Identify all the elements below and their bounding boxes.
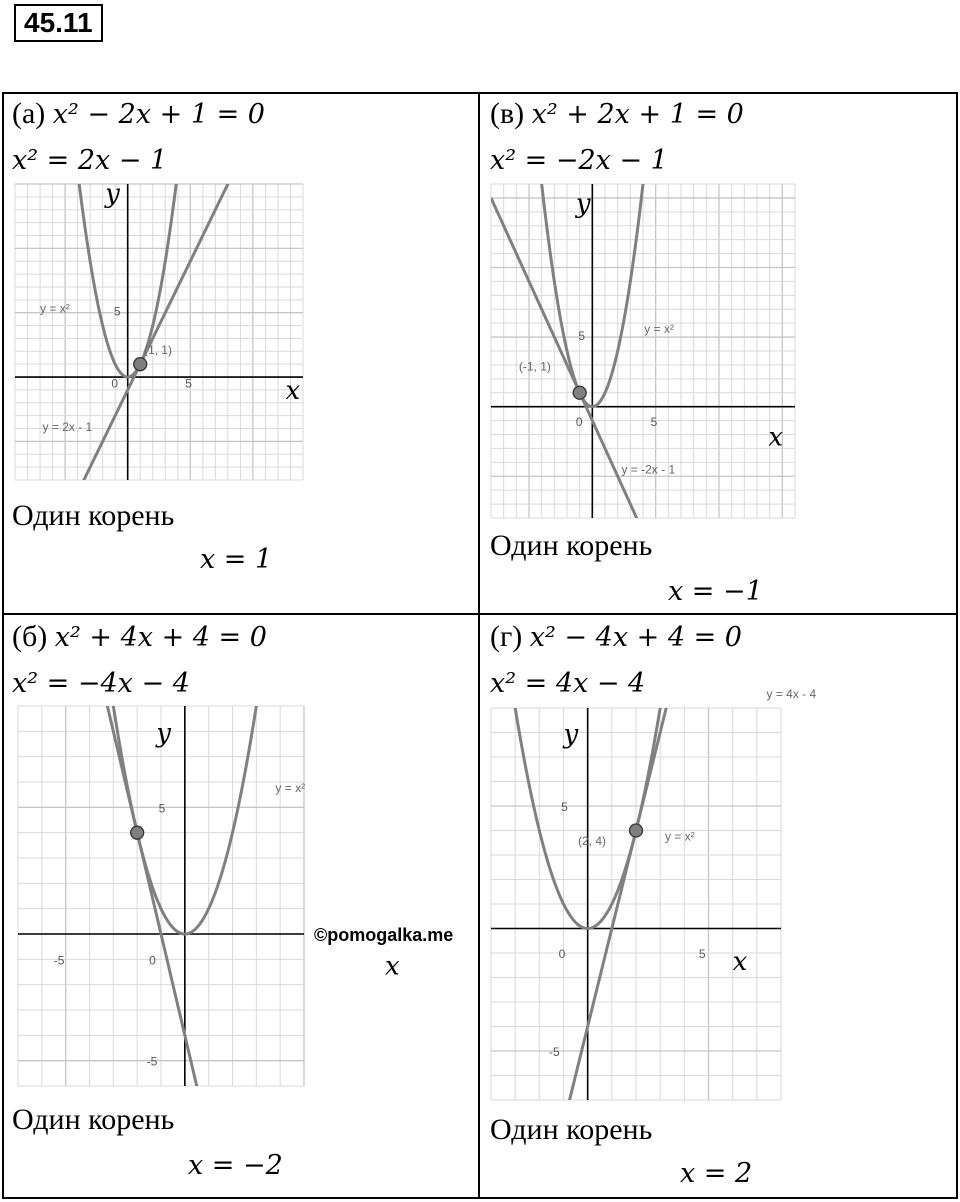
x-axis-name: x bbox=[768, 422, 784, 453]
cell-g-answer: x = 2 bbox=[680, 1158, 753, 1189]
intersection-point bbox=[630, 824, 643, 837]
cell-a-eq2: x² = 2x − 1 bbox=[12, 145, 168, 176]
cell-v-conclusion: Один корень bbox=[490, 529, 653, 562]
parabola-label: y = x² bbox=[665, 829, 695, 844]
cell-a-graph bbox=[15, 179, 303, 480]
tick-label-y5: 5 bbox=[561, 799, 568, 814]
cell-b-answer: x = −2 bbox=[188, 1150, 283, 1181]
x-axis-name: x bbox=[285, 375, 301, 406]
cell-a-label: (а) bbox=[12, 97, 53, 130]
x-axis-name: x bbox=[385, 951, 400, 982]
line-label: y = -2x - 1 bbox=[621, 462, 676, 477]
parabola-label: y = x² bbox=[40, 301, 70, 316]
tick-label-y5: 5 bbox=[158, 801, 166, 816]
intersection-point bbox=[131, 826, 144, 839]
cell-b-eq2: x² = −4x − 4 bbox=[12, 668, 190, 699]
cell-v-transformed bbox=[490, 142, 668, 179]
intersection-point bbox=[134, 358, 147, 371]
y-axis-name: y bbox=[563, 719, 579, 750]
cell-a-transformed bbox=[12, 142, 167, 179]
tick-label-x5: 5 bbox=[185, 376, 192, 391]
parabola-label: y = x² bbox=[275, 781, 306, 796]
table-border-bottom bbox=[2, 1197, 958, 1199]
cell-b-label: (б) bbox=[12, 620, 55, 653]
cell-g-conclusion: Один корень bbox=[490, 1113, 653, 1146]
cell-v-answer: x = −1 bbox=[668, 576, 763, 607]
cell-a-conclusion: Один корень bbox=[12, 499, 175, 532]
cell-b-eq1: x² + 4x + 4 = 0 bbox=[54, 622, 267, 653]
table-border-center bbox=[478, 92, 480, 1199]
cell-a-eq1: x² − 2x + 1 = 0 bbox=[52, 99, 265, 130]
cell-g-eq1: x² − 4x + 4 = 0 bbox=[529, 622, 742, 653]
point-label: (2, 4) bbox=[578, 834, 607, 849]
table-border-right bbox=[956, 92, 958, 1199]
y-axis-name: y bbox=[105, 179, 120, 210]
table-border-top bbox=[2, 92, 958, 94]
cell-b-equation bbox=[12, 619, 267, 656]
cell-g-graph bbox=[491, 687, 817, 1100]
tick-label-origin: 0 bbox=[149, 953, 156, 968]
tick-label-xm5: -5 bbox=[53, 953, 65, 968]
tick-label-origin: 0 bbox=[111, 376, 119, 391]
tick-label-x5: 5 bbox=[698, 946, 706, 961]
tick-label-origin: 0 bbox=[558, 946, 566, 961]
cell-g-equation bbox=[490, 619, 742, 656]
table-border-left bbox=[2, 92, 4, 1199]
cell-v-eq1: x² + 2x + 1 = 0 bbox=[531, 99, 744, 130]
intersection-point bbox=[573, 386, 586, 399]
cell-b-conclusion: Один корень bbox=[12, 1103, 175, 1136]
y-axis-name: y bbox=[575, 188, 591, 219]
tick-label-origin: 0 bbox=[575, 415, 583, 430]
cell-v-graph bbox=[491, 184, 795, 518]
cell-a-equation bbox=[12, 96, 265, 133]
line-label: y = 4x - 4 bbox=[766, 687, 817, 702]
cell-a-answer: x = 1 bbox=[200, 544, 273, 575]
watermark: ©pomogalka.me bbox=[314, 925, 454, 945]
tick-label-y5: 5 bbox=[113, 304, 121, 319]
tick-label-ym5: -5 bbox=[146, 1054, 158, 1069]
cell-v-label: (в) bbox=[490, 97, 532, 130]
cell-g-label: (г) bbox=[490, 620, 530, 653]
point-label: (1, 1) bbox=[143, 342, 172, 357]
tick-label-x5: 5 bbox=[650, 415, 658, 430]
cell-g-transformed bbox=[490, 665, 645, 702]
parabola-curve bbox=[15, 0, 303, 377]
y-axis-name: y bbox=[156, 718, 171, 749]
parabola-label: y = x² bbox=[644, 321, 674, 336]
tick-label-ym5: -5 bbox=[549, 1044, 560, 1059]
line-label: y = 2x - 1 bbox=[42, 420, 93, 435]
cell-v-equation bbox=[490, 96, 744, 133]
table-border-middle bbox=[2, 613, 958, 615]
point-label: (-1, 1) bbox=[518, 359, 551, 374]
cell-b-transformed bbox=[12, 665, 190, 702]
cell-g-eq2: x² = 4x − 4 bbox=[490, 668, 646, 699]
x-axis-name: x bbox=[732, 947, 748, 978]
tick-label-y5: 5 bbox=[578, 328, 586, 343]
problem-number: 45.11 bbox=[14, 4, 103, 42]
cell-v-eq2: x² = −2x − 1 bbox=[490, 145, 668, 176]
